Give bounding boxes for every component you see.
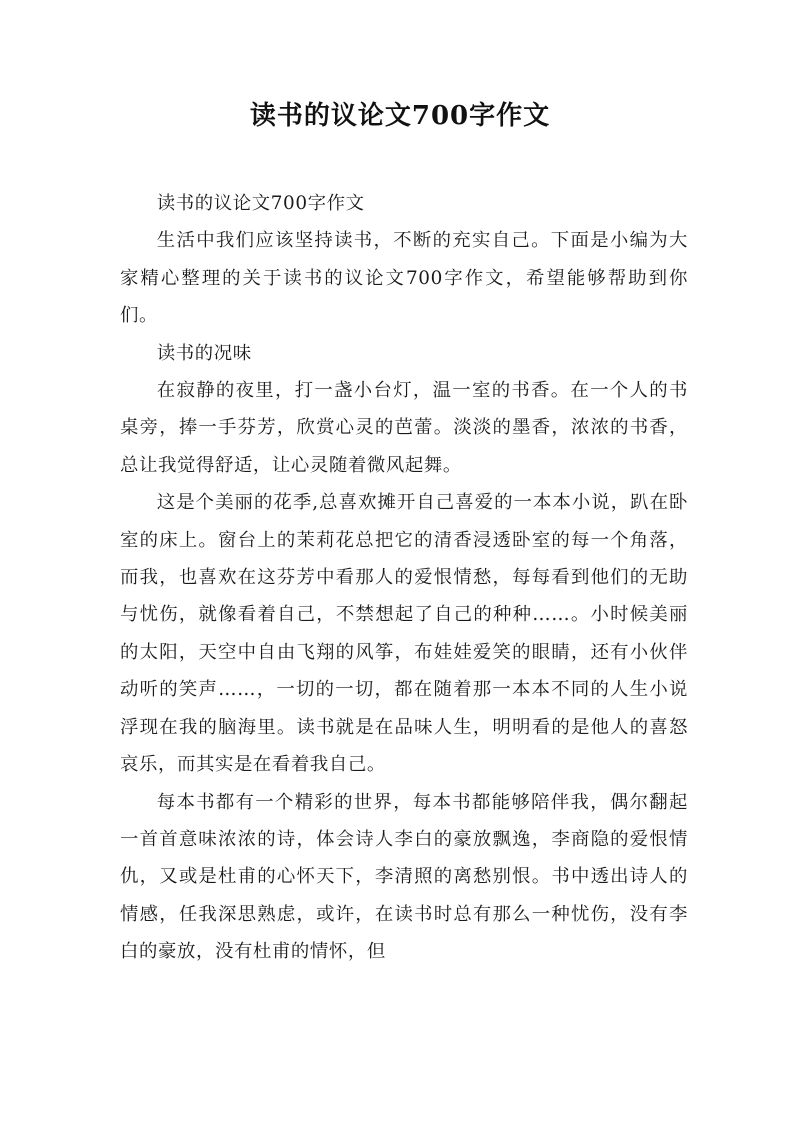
- paragraph-subtitle: 读书的议论文700字作文: [156, 193, 365, 214]
- paragraph-intro: 生活中我们应该坚持读书，不断的充实自己。下面是小编为大家精心整理的关于读书的议论文700字作文，希望能够帮助到你们。: [120, 230, 688, 327]
- document-body: [120, 185, 688, 971]
- paragraph: 在寂静的夜里，打一盏小台灯，温一室的书香。在一个人的书桌旁，捧一手芬芳，欣赏心灵的芭蕾。淡淡的墨香，浓浓的书香，总让我觉得舒适，让心灵随着微风起舞。: [120, 380, 688, 476]
- paragraph: 这是个美丽的花季,总喜欢摊开自己喜爱的一本本小说，趴在卧室的床上。窗台上的茉莉花总把它的清香浸透卧室的每一个角落，而我，也喜欢在这芬芳中看那人的爱恨情愁，每每看到他们的无助与忧伤，就像看着自己，不禁想起了自己的种种……。小时候美丽的太阳，天空中自由飞翔的风筝，布娃娃爱笑的眼睛，还有小伙伴动听的笑声……，一切的一切，都在随着那一本本不同的人生小说浮现在我的脑海里。读书就是在品味人生，明明看的是他人的喜怒哀乐，而其实是在看着我自己。: [120, 492, 688, 776]
- paragraph: 每本书都有一个精彩的世界，每本书都能够陪伴我，偶尔翻起一首首意味浓浓的诗，体会诗人李白的豪放飘逸，李商隐的爱恨情仇，又或是杜甫的心怀天下，李清照的离愁别恨。书中透出诗人的情感，任我深思熟虑，或许，在读书时总有那么一种忧伤，没有李白的豪放，没有杜甫的情怀，但: [120, 791, 688, 963]
- section-heading: 读书的况味: [156, 342, 252, 364]
- document-title: 读书的议论文700字作文: [249, 101, 551, 131]
